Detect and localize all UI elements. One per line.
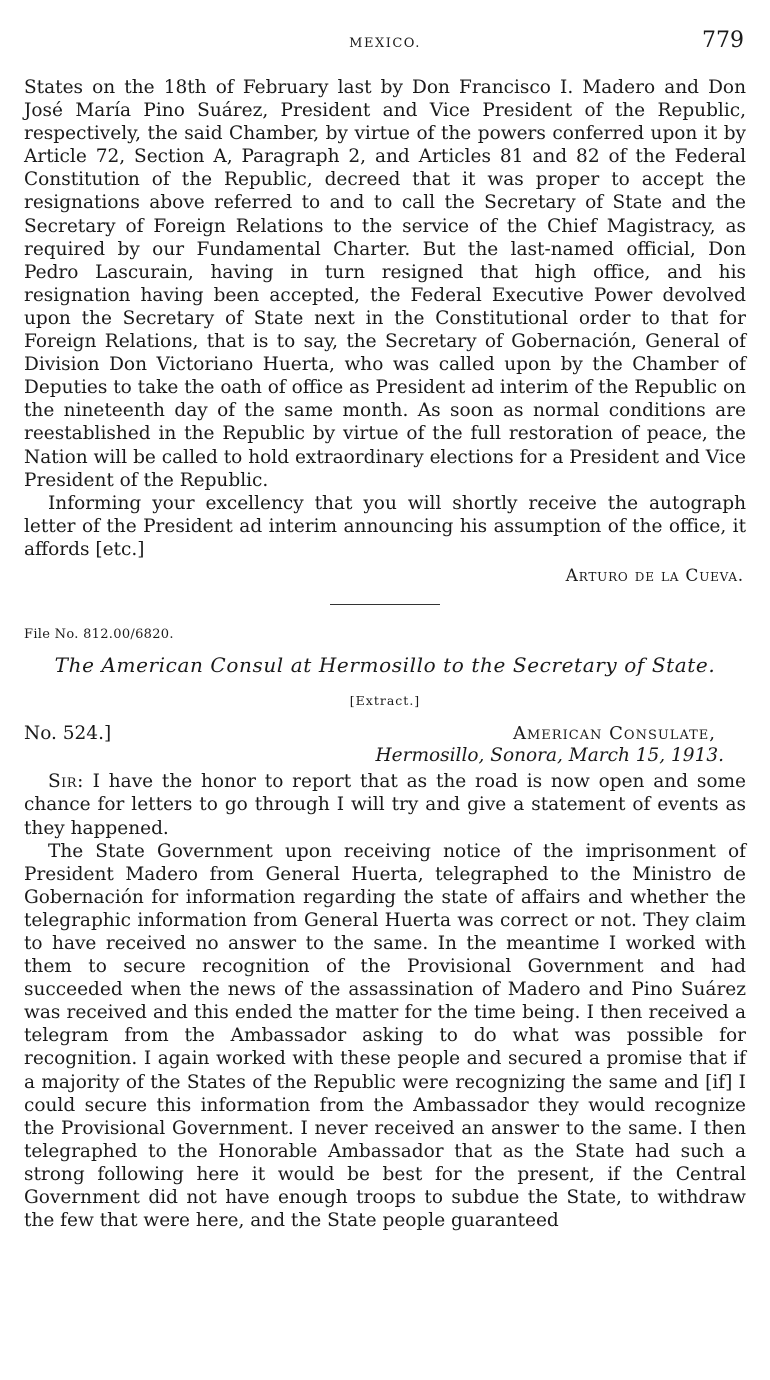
extract-label: [Extract.] [349, 693, 421, 709]
letter1-signature: Arturo de la Cueva. [565, 565, 744, 586]
document2-paragraph-1-text: I have the honor to report that as the road is now open and some chance for letters to go through I will try and give a statement of events as they happened. [24, 771, 746, 839]
dateline [24, 722, 746, 768]
running-head: MEXICO. [349, 36, 421, 51]
file-number: File No. 812.00/6820. [24, 627, 174, 643]
letter1-paragraph-1: States on the 18th of February last by Don Francisco I. Madero and Don José María Pino Suárez, President and Vice President of the Republic, respectively, the said Chamber, by virtue of the powers conferred upon it by Article 72, Section A, Paragraph 2, and Articles 81 and 82 of the Federal Constitution of the Republic, decreed that it was proper to accept the resignations above referred to and to call the Secretary of State and the Secretary of Foreign Relations to the service of the Chief Magistracy, as required by our Fundamental Charter. But the last-named official, Don Pedro Lascurain, having in turn resigned that high office, and his resignation having been accepted, the Federal Executive Power devolved upon the Secretary of State next in the Constitutional order to that for Foreign Relations, that is to say, the Secretary of Gobernación, General of Division Don Victoriano Huerta, who was called upon by the Chamber of Deputies to take the oath of office as President ad interim of the Republic on the nineteenth day of the same month. As soon as normal conditions are reestablished in the Republic by virtue of the full restoration of peace, the Nation will be called to hold extraordinary elections for a President and Vice President of the Republic. [24, 77, 746, 491]
page-body [24, 76, 746, 1232]
place-and-date: Hermosillo, Sonora, March 15, 1913. [375, 745, 724, 767]
letter1-paragraph-2: Informing your excellency that you will shortly receive the autograph letter of the President ad interim announcing his assumption of the office, it affords [etc.] [24, 492, 746, 560]
page-header [0, 26, 770, 58]
document2-paragraph-2: The State Government upon receiving notice of the imprisonment of President Madero from General Huerta, telegraphed to the Ministro de Gobernación for information regarding the state of affairs and whether the telegraphic information from General Huerta was correct or not. They claim to have received no answer to the same. In the meantime I worked with them to secure recognition of the Provisional Government and had succeeded when the news of the assassination of Madero and Pino Suárez was received and this ended the matter for the time being. I then received a telegram from the Ambassador asking to do what was possible for recognition. I again worked with these people and secured a promise that if a majority of the States of the Republic were recognizing the same and [if] I could secure this information from the Ambassador they would recognize the Provisional Government. I never received an answer to the same. I then telegraphed to the Honorable Ambassador that as the State had such a strong following here it would be best for the present, if the Central Government did not have enough troops to subdue the State, to withdraw the few that were here, and the State people guaranteed [24, 840, 746, 1232]
dispatch-number: No. 524.] [24, 723, 112, 745]
consulate-name: American Consulate, [512, 723, 716, 745]
document2-paragraph-1 [24, 770, 746, 839]
page-number: 779 [702, 28, 744, 53]
salutation: Sir: [48, 771, 84, 793]
section-divider [330, 604, 440, 605]
document-title: The American Consul at Hermosillo to the Secretary of State. [54, 653, 716, 678]
